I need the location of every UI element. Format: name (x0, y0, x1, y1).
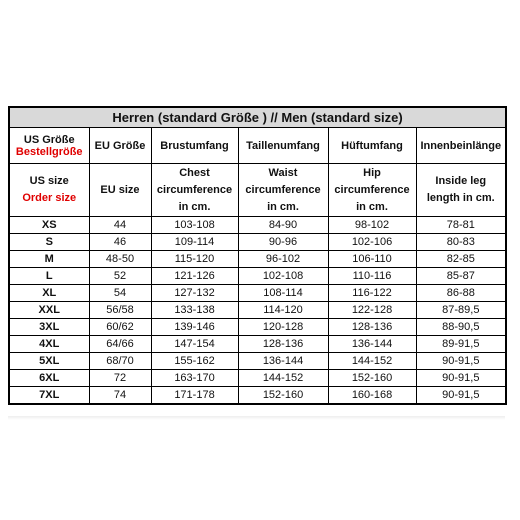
header-hip-en (328, 164, 416, 217)
table-row (9, 336, 506, 353)
cell-eu-size: 60/62 (89, 319, 151, 336)
table-row (9, 370, 506, 387)
header-inseam-en-line1: Inside leg (435, 175, 487, 187)
cell-hip: 128-136 (328, 319, 416, 336)
cell-chest: 127-132 (151, 285, 238, 302)
table-row (9, 302, 506, 319)
cell-hip: 116-122 (328, 285, 416, 302)
cell-chest: 115-120 (151, 251, 238, 268)
header-chest-en-line1: Chest (179, 166, 210, 179)
cell-hip: 110-116 (328, 268, 416, 285)
cell-inseam: 89-91,5 (416, 336, 506, 353)
cell-hip: 106-110 (328, 251, 416, 268)
header-hip-de: Hüftumfang (328, 128, 416, 164)
cell-eu-size: 74 (89, 387, 151, 405)
header-hip-en-line2: circumference (334, 183, 410, 196)
table-shadow (8, 416, 505, 420)
table-row (9, 251, 506, 268)
table-row (9, 387, 506, 405)
header-waist-de: Taillenumfang (238, 128, 328, 164)
header-inseam-en (416, 164, 506, 217)
cell-us-size: M (9, 251, 89, 268)
cell-waist: 152-160 (238, 387, 328, 405)
cell-us-size: 7XL (9, 387, 89, 405)
cell-inseam: 86-88 (416, 285, 506, 302)
cell-hip: 98-102 (328, 217, 416, 234)
table-body (9, 217, 506, 405)
table-row (9, 353, 506, 370)
header-chest-en (151, 164, 238, 217)
header-waist-en-line2: circumference (245, 183, 321, 196)
header-row-german (9, 128, 506, 164)
cell-inseam: 88-90,5 (416, 319, 506, 336)
cell-hip: 152-160 (328, 370, 416, 387)
cell-hip: 136-144 (328, 336, 416, 353)
cell-chest: 147-154 (151, 336, 238, 353)
cell-chest: 133-138 (151, 302, 238, 319)
header-waist-en-line3: in cm. (267, 200, 299, 213)
cell-inseam: 82-85 (416, 251, 506, 268)
header-waist-en-line1: Waist (268, 166, 298, 179)
cell-chest: 139-146 (151, 319, 238, 336)
cell-eu-size: 56/58 (89, 302, 151, 319)
header-hip-en-line3: in cm. (356, 200, 388, 213)
cell-chest: 109-114 (151, 234, 238, 251)
cell-inseam: 80-83 (416, 234, 506, 251)
cell-waist: 136-144 (238, 353, 328, 370)
cell-waist: 144-152 (238, 370, 328, 387)
cell-eu-size: 54 (89, 285, 151, 302)
table-title: Herren (standard Größe ) // Men (standard size) (9, 107, 506, 128)
table-row (9, 268, 506, 285)
cell-waist: 128-136 (238, 336, 328, 353)
cell-inseam: 90-91,5 (416, 353, 506, 370)
cell-us-size: 5XL (9, 353, 89, 370)
cell-eu-size: 46 (89, 234, 151, 251)
cell-chest: 155-162 (151, 353, 238, 370)
size-table (8, 106, 507, 405)
cell-eu-size: 64/66 (89, 336, 151, 353)
table-row (9, 217, 506, 234)
cell-us-size: 3XL (9, 319, 89, 336)
cell-us-size: S (9, 234, 89, 251)
cell-us-size: 4XL (9, 336, 89, 353)
cell-waist: 90-96 (238, 234, 328, 251)
cell-hip: 144-152 (328, 353, 416, 370)
header-row-english (9, 164, 506, 217)
cell-inseam: 85-87 (416, 268, 506, 285)
cell-eu-size: 72 (89, 370, 151, 387)
cell-waist: 96-102 (238, 251, 328, 268)
cell-eu-size: 68/70 (89, 353, 151, 370)
header-eu-size-en: EU size (89, 164, 151, 217)
header-chest-en-line2: circumference (156, 183, 233, 196)
header-inseam-en-line2: length in cm. (426, 192, 495, 204)
header-order-size-de-label: Bestellgröße (15, 145, 83, 158)
cell-us-size: 6XL (9, 370, 89, 387)
table-title-row (9, 107, 506, 128)
cell-us-size: XS (9, 217, 89, 234)
cell-eu-size: 48-50 (89, 251, 151, 268)
cell-chest: 121-126 (151, 268, 238, 285)
cell-waist: 102-108 (238, 268, 328, 285)
cell-waist: 114-120 (238, 302, 328, 319)
table-row (9, 234, 506, 251)
header-chest-de: Brustumfang (151, 128, 238, 164)
cell-us-size: XXL (9, 302, 89, 319)
header-waist-en (238, 164, 328, 217)
cell-inseam: 90-91,5 (416, 370, 506, 387)
cell-inseam: 90-91,5 (416, 387, 506, 405)
header-us-size-de (9, 128, 89, 164)
table-row (9, 285, 506, 302)
cell-waist: 108-114 (238, 285, 328, 302)
cell-inseam: 87-89,5 (416, 302, 506, 319)
header-inseam-de: Innenbeinlänge (416, 128, 506, 164)
cell-waist: 120-128 (238, 319, 328, 336)
cell-us-size: L (9, 268, 89, 285)
cell-eu-size: 44 (89, 217, 151, 234)
cell-eu-size: 52 (89, 268, 151, 285)
cell-inseam: 78-81 (416, 217, 506, 234)
cell-hip: 122-128 (328, 302, 416, 319)
size-chart (8, 106, 505, 405)
cell-hip: 160-168 (328, 387, 416, 405)
cell-us-size: XL (9, 285, 89, 302)
cell-hip: 102-106 (328, 234, 416, 251)
cell-chest: 171-178 (151, 387, 238, 405)
cell-chest: 163-170 (151, 370, 238, 387)
cell-chest: 103-108 (151, 217, 238, 234)
header-eu-size-de: EU Größe (89, 128, 151, 164)
header-us-size-de-label: US Größe (23, 133, 75, 146)
cell-waist: 84-90 (238, 217, 328, 234)
table-row (9, 319, 506, 336)
header-us-size-en-label: US size (29, 175, 69, 187)
header-hip-en-line1: Hip (363, 166, 381, 179)
header-order-size-en-label: Order size (22, 192, 77, 204)
header-us-size-en (9, 164, 89, 217)
header-chest-en-line3: in cm. (178, 200, 211, 213)
